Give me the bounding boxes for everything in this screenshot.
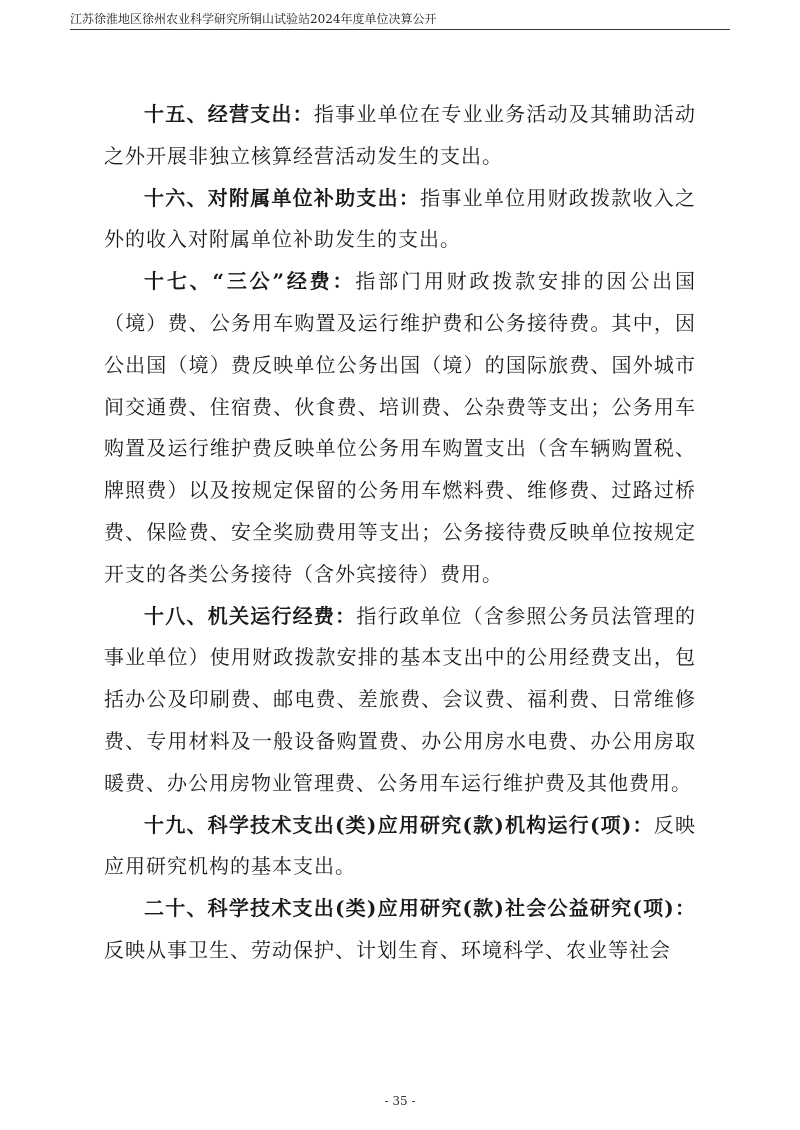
term-definition: 指行政单位（含参照公务员法管理的事业单位）使用财政拨款安排的基本支出中的公用经费支出，包括办公及印刷费、邮电费、差旅费、会议费、福利费、日常维修费、专用材料及一般设备购置费、办公用房水电费、办公用房取暖费、办公用房物业管理费、公务用车运行维护费及其他费用。 [104, 603, 697, 795]
term-definition: 反映从事卫生、劳动保护、计划生育、环境科学、农业等社会 [104, 937, 671, 962]
paragraph-three-public-expenses [104, 261, 696, 595]
term-heading: 十九、科学技术支出(类)应用研究(款)机构运行(项)： [144, 812, 654, 837]
term-heading: 十六、对附属单位补助支出： [144, 185, 421, 210]
paragraph-institution-operation [104, 805, 696, 889]
term-definition: 指事业单位用财政拨款收入之外的收入对附属单位补助发生的支出。 [104, 185, 697, 252]
paragraph-agency-operating-funds [104, 596, 696, 805]
page-number: - 35 - [384, 1094, 416, 1108]
term-definition: 指事业单位在专业业务活动及其辅助活动之外开展非独立核算经营活动发生的支出。 [104, 102, 697, 168]
document-body [104, 94, 696, 972]
paragraph-public-welfare-research [104, 888, 696, 972]
term-heading: 十八、机关运行经费： [144, 603, 357, 628]
term-heading: 二十、科学技术支出(类)应用研究(款)社会公益研究(项)： [144, 896, 696, 921]
term-definition: 指部门用财政拨款安排的因公出国（境）费、公务用车购置及运行维护费和公务接待费。其中，因公出国（境）费反映单位公务出国（境）的国际旅费、国外城市间交通费、住宿费、伙食费、培训费、公杂费等支出；公务用车购置及运行维护费反映单位公务用车购置支出（含车辆购置税、牌照费）以及按规定保留的公务用车燃料费、维修费、过路过桥费、保险费、安全奖励费用等支出；公务接待费反映单位按规定开支的各类公务接待（含外宾接待）费用。 [104, 269, 697, 586]
paragraph-subsidiary-subsidy [104, 178, 696, 262]
term-definition: 反映应用研究机构的基本支出。 [104, 812, 697, 879]
term-heading: 十五、经营支出： [144, 102, 314, 126]
paragraph-operating-expenditure [104, 94, 696, 178]
term-heading: 十七、“三公”经费： [144, 269, 356, 294]
page-header: 江苏徐淮地区徐州农业科学研究所铜山试验站2024年度单位决算公开 [70, 12, 730, 30]
